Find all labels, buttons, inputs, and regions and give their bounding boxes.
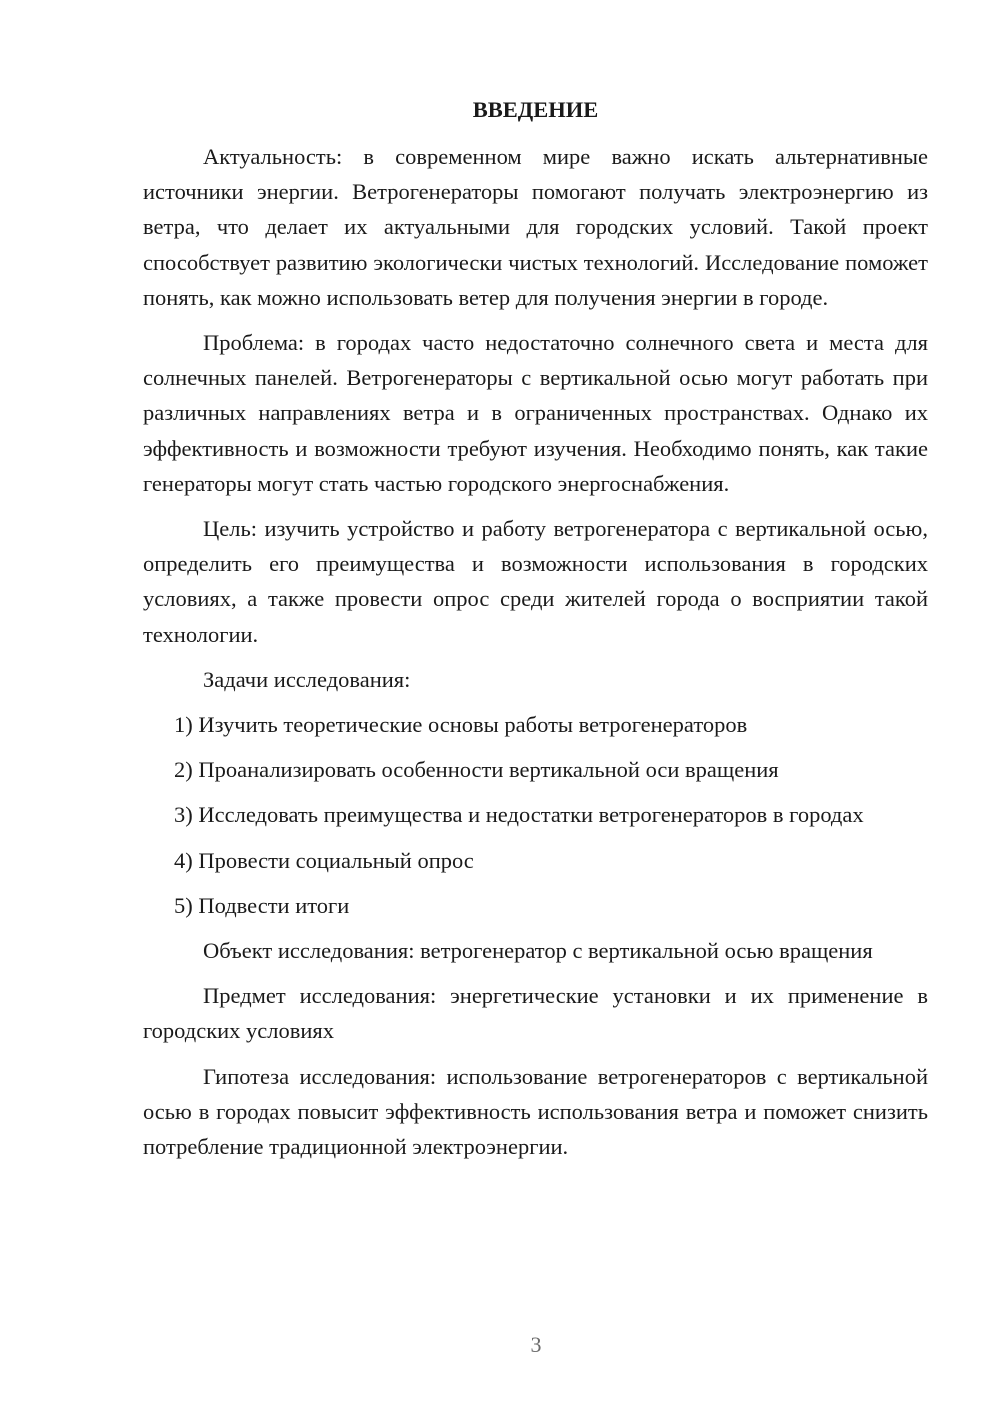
hypothesis-paragraph: Гипотеза исследования: использование ветрогенераторов с вертикальной осью в городах повысит эффективность использования ветра и поможет снизить потребление традиционной электроэнергии. <box>143 1063 928 1160</box>
page-number: 3 <box>530 1332 542 1357</box>
object-paragraph: Объект исследования: ветрогенератор с вертикальной осью вращения <box>203 938 873 964</box>
tasks-list <box>143 707 928 923</box>
task-item: 5) Подвести итоги <box>174 892 350 918</box>
task-item: 2) Проанализировать особенности вертикальной оси вращения <box>174 757 779 783</box>
problem-paragraph: Проблема: в городах часто недостаточно солнечного света и места для солнечных панелей. Ветрогенераторы с вертикальной осью могут работать при различных направлениях ветра и в ограниченных пространствах. Однако их эффективность и возможности требуют изучения. Необходимо понять, как такие генераторы могут стать частью городского энергоснабжения. <box>143 330 928 496</box>
task-item: 3) Исследовать преимущества и недостатки ветрогенераторов в городах <box>174 802 864 828</box>
relevance-paragraph: Актуальность: в современном мире важно искать альтернативные источники энергии. Ветрогенераторы помогают получать электроэнергию из ветра, что делает их актуальными для городских условий. Такой проект способствует развитию экологически чистых технологий. Исследование поможет понять, как можно использовать ветер для получения энергии в городе. <box>143 144 928 310</box>
goal-paragraph: Цель: изучить устройство и работу ветрогенератора с вертикальной осью, определить его преимущества и возможности использования в городских условиях, а также провести опрос среди жителей города о восприятии такой технологии. <box>143 516 928 647</box>
document-page <box>143 92 928 1164</box>
task-item: 1) Изучить теоретические основы работы ветрогенераторов <box>174 712 748 738</box>
section-title: ВВЕДЕНИЕ <box>472 97 599 122</box>
subject-paragraph: Предмет исследования: энергетические установки и их применение в городских условиях <box>143 983 928 1044</box>
tasks-heading: Задачи исследования: <box>203 666 411 692</box>
task-item: 4) Провести социальный опрос <box>174 847 474 873</box>
